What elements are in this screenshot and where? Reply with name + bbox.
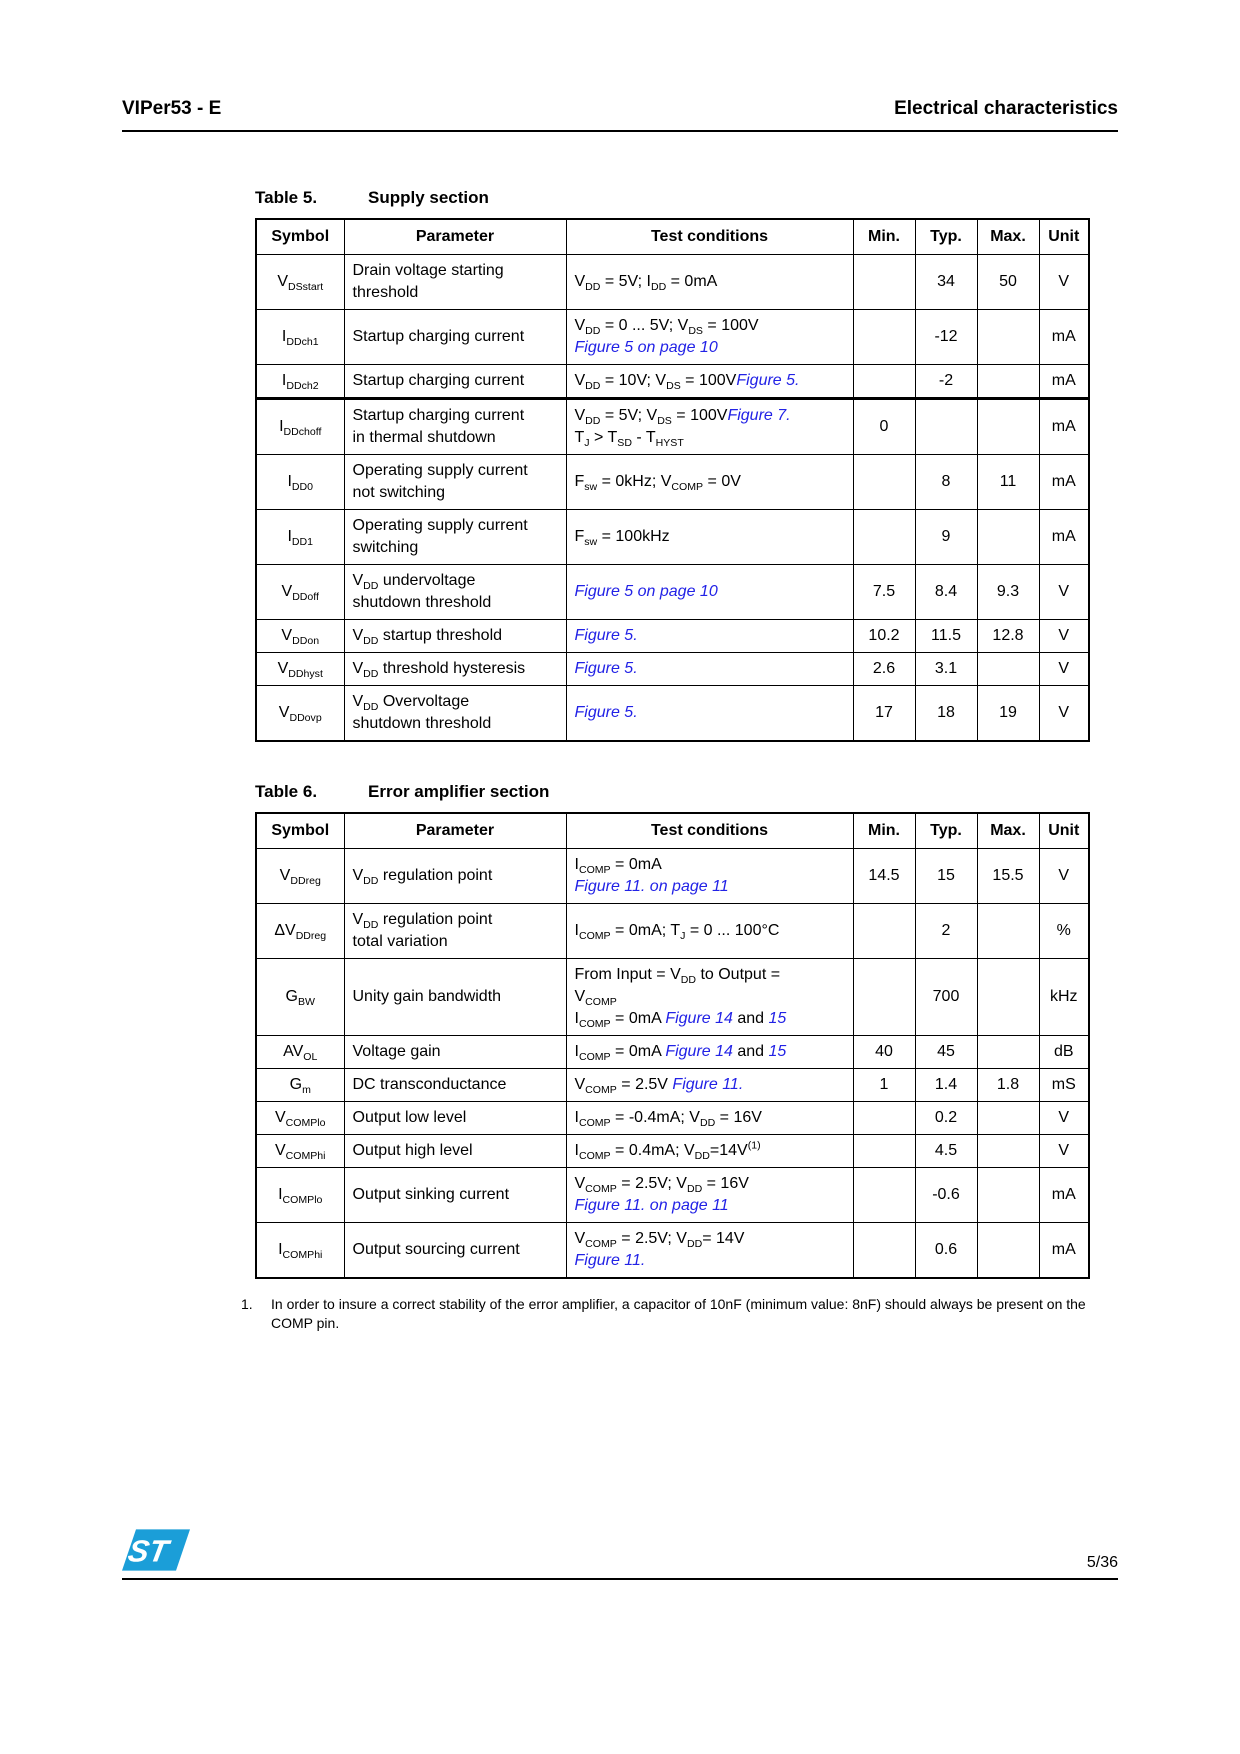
figure-link[interactable]: Figure 7. [727, 407, 791, 424]
table-row [256, 1069, 1089, 1102]
figure-link[interactable]: Figure 14 [665, 1010, 733, 1027]
parameter-cell: DC transconductance [344, 1069, 566, 1102]
subscript: COMP [578, 1018, 611, 1031]
table-row [256, 365, 1089, 399]
column-header: Min. [853, 219, 915, 255]
symbol-cell: $V_{DDhyst}$ [256, 653, 344, 686]
min-cell [853, 904, 915, 959]
typ-cell: -2 [915, 365, 977, 399]
subscript: COMP [585, 996, 617, 1009]
subscript: DD [680, 974, 696, 987]
test-conditions-cell [566, 565, 853, 620]
max-cell [977, 1036, 1039, 1069]
min-cell: 7.5 [853, 565, 915, 620]
subscript: DDreg [290, 875, 321, 888]
subscript: DD [363, 701, 379, 714]
section-title: Electrical characteristics [894, 98, 1118, 119]
figure-link[interactable]: 15 [768, 1010, 787, 1027]
subscript: DD [699, 1117, 716, 1130]
figure-link[interactable]: Figure 11. [574, 1252, 646, 1269]
min-cell [853, 455, 915, 510]
subscript: COMP [585, 1238, 617, 1251]
subscript: DDreg [295, 930, 327, 943]
min-cell: 17 [853, 686, 915, 742]
subscript: DD [363, 919, 379, 932]
parameter-cell: Startup charging current in thermal shutdown [344, 399, 566, 455]
typ-cell: 1.4 [915, 1069, 977, 1102]
max-cell [977, 365, 1039, 399]
subscript: sw [584, 481, 598, 494]
subscript: SD [617, 437, 632, 450]
subscript: DD [363, 580, 379, 593]
column-header: Max. [977, 219, 1039, 255]
subscript: DS [657, 415, 672, 428]
test-conditions-cell: $I_{COMP} = 0mA$; $T_J = 0$ ... 100°C [566, 904, 853, 959]
parameter-cell: Operating supply current not switching [344, 455, 566, 510]
subscript: DD [585, 325, 601, 338]
parameter-cell: $V_{DD}$ undervoltage shutdown threshold [344, 565, 566, 620]
symbol-cell: $\Delta V_{DDreg}$ [256, 904, 344, 959]
unit-cell: mA [1039, 310, 1089, 365]
typ-cell: 2 [915, 904, 977, 959]
parameter-cell: Unity gain bandwidth [344, 959, 566, 1036]
test-conditions-cell: $V_{DD} = 5V$; $V_{DS}$ = 100VFigure 7. $T_J > T_{SD} - T_{HYST}$ [566, 399, 853, 455]
column-header: Min. [853, 813, 915, 849]
table-row [256, 686, 1089, 742]
supply-section-table-container [255, 218, 1095, 742]
max-cell: 19 [977, 686, 1039, 742]
document-title: VIPer53 - E [122, 98, 222, 119]
symbol-cell: $G_{BW}$ [256, 959, 344, 1036]
subscript: COMP [578, 1051, 611, 1064]
max-cell: 50 [977, 255, 1039, 310]
figure-link[interactable]: Figure 5 on page 10 [574, 339, 718, 356]
parameter-cell: $V_{DD}$ threshold hysteresis [344, 653, 566, 686]
subscript: COMP [578, 1150, 611, 1163]
table-row [256, 849, 1089, 904]
table-row [256, 904, 1089, 959]
table-row [256, 565, 1089, 620]
table-row [256, 1036, 1089, 1069]
subscript: DD0 [291, 481, 314, 494]
error-amplifier-section-table [255, 812, 1090, 1279]
test-conditions-cell: $F_{sw} = 100kHz$ [566, 510, 853, 565]
symbol-cell: $V_{DDoff}$ [256, 565, 344, 620]
subscript: DDoff [292, 591, 319, 604]
min-cell [853, 1135, 915, 1168]
typ-cell: 18 [915, 686, 977, 742]
test-conditions-cell: $I_{COMP} = 0mA$ Figure 14 and 15 [566, 1036, 853, 1069]
parameter-cell: Startup charging current [344, 310, 566, 365]
unit-cell: kHz [1039, 959, 1089, 1036]
table-5-title [255, 188, 1095, 208]
subscript: m [302, 1084, 311, 1097]
subscript: DD [363, 635, 379, 648]
test-conditions-cell: $I_{COMP} = -0.4mA$; $V_{DD} = 16V$ [566, 1102, 853, 1135]
supply-section-table [255, 218, 1090, 742]
max-cell [977, 1102, 1039, 1135]
min-cell [853, 510, 915, 565]
min-cell: 2.6 [853, 653, 915, 686]
subscript: DSstart [288, 281, 324, 294]
table-row [256, 255, 1089, 310]
parameter-cell: Startup charging current [344, 365, 566, 399]
typ-cell: 700 [915, 959, 977, 1036]
subscript: COMPlo [285, 1117, 326, 1130]
error-amplifier-table-container [255, 812, 1095, 1279]
unit-cell: V [1039, 565, 1089, 620]
figure-link[interactable]: 15 [768, 1043, 787, 1060]
max-cell [977, 904, 1039, 959]
typ-cell: -12 [915, 310, 977, 365]
min-cell [853, 959, 915, 1036]
symbol-cell: $I_{DD1}$ [256, 510, 344, 565]
subscript: DD [585, 415, 601, 428]
symbol-cell: $V_{DSstart}$ [256, 255, 344, 310]
table-5-caption: Supply section [368, 188, 489, 207]
footnote-1 [241, 1295, 1101, 1333]
unit-cell: V [1039, 849, 1089, 904]
unit-cell: V [1039, 1102, 1089, 1135]
parameter-cell: $V_{DD}$ Overvoltage shutdown threshold [344, 686, 566, 742]
unit-cell: mA [1039, 455, 1089, 510]
min-cell [853, 255, 915, 310]
subscript: DDhyst [288, 668, 323, 681]
table-row [256, 510, 1089, 565]
parameter-cell: $V_{DD}$ regulation point total variation [344, 904, 566, 959]
column-header: Unit [1039, 219, 1089, 255]
subscript: sw [584, 536, 598, 549]
footnote-text: In order to insure a correct stability of the error amplifier, a capacitor of 10nF (minimum value: 8nF) should always be present on the COMP pin. [271, 1296, 1086, 1331]
figure-link[interactable]: Figure 5 on page 10 [574, 583, 718, 600]
parameter-cell: Output low level [344, 1102, 566, 1135]
test-conditions-cell: $I_{COMP} = 0.4mA$; $V_{DD}=14V^{(1)}$ [566, 1135, 853, 1168]
table-row [256, 620, 1089, 653]
subscript: DDch1 [286, 336, 319, 349]
typ-cell: 0.6 [915, 1223, 977, 1279]
max-cell [977, 959, 1039, 1036]
typ-cell [915, 399, 977, 455]
min-cell [853, 1102, 915, 1135]
unit-cell: mA [1039, 1223, 1089, 1279]
typ-cell: 8.4 [915, 565, 977, 620]
subscript: DD [585, 380, 601, 393]
subscript: DDovp [289, 712, 322, 725]
subscript: COMPhi [285, 1150, 326, 1163]
test-conditions-cell [566, 653, 853, 686]
max-cell [977, 399, 1039, 455]
symbol-cell: $I_{DDch1}$ [256, 310, 344, 365]
symbol-cell: $V_{DDon}$ [256, 620, 344, 653]
st-logo-icon [122, 1528, 190, 1572]
table-row [256, 653, 1089, 686]
figure-link[interactable]: Figure 5. [574, 704, 638, 721]
max-cell [977, 1168, 1039, 1223]
subscript: DD [363, 875, 379, 888]
error-amplifier-section-block [255, 782, 1095, 1279]
typ-cell: 0.2 [915, 1102, 977, 1135]
subscript: DS [688, 325, 703, 338]
subscript: COMPhi [282, 1249, 323, 1262]
figure-link[interactable]: Figure 11. on page 11 [574, 878, 729, 895]
column-header: Test conditions [566, 813, 853, 849]
test-conditions-cell: $V_{COMP} = 2.5V$ Figure 11. [566, 1069, 853, 1102]
parameter-cell: $V_{DD}$ startup threshold [344, 620, 566, 653]
figure-link[interactable]: Figure 11. [672, 1076, 744, 1093]
symbol-cell: $I_{COMPlo}$ [256, 1168, 344, 1223]
symbol-cell: $AV_{OL}$ [256, 1036, 344, 1069]
column-header: Test conditions [566, 219, 853, 255]
subscript: BW [297, 996, 315, 1009]
column-header: Max. [977, 813, 1039, 849]
max-cell: 11 [977, 455, 1039, 510]
page-number: 5/36 [1086, 1554, 1118, 1571]
min-cell [853, 1223, 915, 1279]
column-header: Symbol [256, 813, 344, 849]
parameter-cell: Operating supply current switching [344, 510, 566, 565]
page-content [241, 188, 1095, 1333]
table-row [256, 1135, 1089, 1168]
subscript: COMP [578, 864, 611, 877]
symbol-cell: $V_{DDovp}$ [256, 686, 344, 742]
typ-cell: 4.5 [915, 1135, 977, 1168]
parameter-cell: Drain voltage starting threshold [344, 255, 566, 310]
max-cell: 1.8 [977, 1069, 1039, 1102]
supply-section-block [255, 188, 1095, 742]
subscript: DS [666, 380, 681, 393]
unit-cell: V [1039, 255, 1089, 310]
symbol-cell: $I_{COMPhi}$ [256, 1223, 344, 1279]
typ-cell: 11.5 [915, 620, 977, 653]
figure-link[interactable]: Figure 11. on page 11 [574, 1197, 729, 1214]
column-header: Unit [1039, 813, 1089, 849]
subscript: DD [585, 281, 601, 294]
unit-cell: V [1039, 620, 1089, 653]
subscript: COMP [578, 1117, 611, 1130]
subscript: J [680, 930, 686, 943]
subscript: COMP [585, 1084, 617, 1097]
unit-cell: mA [1039, 365, 1089, 399]
figure-link[interactable]: Figure 5. [574, 627, 638, 644]
test-conditions-cell [566, 686, 853, 742]
superscript: (1) [747, 1139, 761, 1152]
subscript: DD [686, 1238, 703, 1251]
test-conditions-cell: $V_{DD} = 5V$; $I_{DD} = 0mA$ [566, 255, 853, 310]
subscript: DDon [292, 635, 320, 648]
unit-cell: % [1039, 904, 1089, 959]
subscript: OL [303, 1051, 318, 1064]
symbol-cell: $I_{DDch2}$ [256, 365, 344, 399]
table-row [256, 1168, 1089, 1223]
symbol-cell: $V_{COMPhi}$ [256, 1135, 344, 1168]
table-5-label: Table 5. [255, 188, 318, 207]
unit-cell: mA [1039, 510, 1089, 565]
column-header: Parameter [344, 813, 566, 849]
test-conditions-cell: $V_{COMP} = 2.5V$; $V_{DD}= 14V$ Figure 11. [566, 1223, 853, 1279]
table-6-title [255, 782, 1095, 802]
table-row [256, 959, 1089, 1036]
symbol-cell: $V_{DDreg}$ [256, 849, 344, 904]
figure-link[interactable]: Figure 5. [574, 660, 638, 677]
symbol-cell: $V_{COMPlo}$ [256, 1102, 344, 1135]
test-conditions-cell: $V_{DD} = 0$ ... 5V; $V_{DS} = 100V$ Figure 5 on page 10 [566, 310, 853, 365]
subscript: DDch2 [286, 380, 319, 393]
page-footer [122, 1528, 1118, 1580]
test-conditions-cell: $V_{DD} = 10V$; $V_{DS}$ = 100VFigure 5. [566, 365, 853, 399]
symbol-cell: $I_{DD0}$ [256, 455, 344, 510]
max-cell [977, 1223, 1039, 1279]
column-header: Typ. [915, 219, 977, 255]
table-row [256, 1102, 1089, 1135]
min-cell: 14.5 [853, 849, 915, 904]
test-conditions-cell: From Input = $V_{DD}$ to Output = $V_{COMP}$ $I_{COMP} = 0mA$ Figure 14 and 15 [566, 959, 853, 1036]
max-cell [977, 1135, 1039, 1168]
subscript: DD1 [291, 536, 314, 549]
parameter-cell: Voltage gain [344, 1036, 566, 1069]
unit-cell: mA [1039, 399, 1089, 455]
max-cell [977, 510, 1039, 565]
svg-text:ST: ST [125, 1533, 171, 1569]
parameter-cell: Output sourcing current [344, 1223, 566, 1279]
subscript: COMP [671, 481, 704, 494]
table-row [256, 455, 1089, 510]
table-row [256, 1223, 1089, 1279]
subscript: HYST [655, 437, 684, 450]
unit-cell: V [1039, 1135, 1089, 1168]
max-cell [977, 653, 1039, 686]
figure-link[interactable]: Figure 14 [665, 1043, 733, 1060]
subscript: DD [686, 1183, 703, 1196]
typ-cell: 8 [915, 455, 977, 510]
typ-cell: 45 [915, 1036, 977, 1069]
typ-cell: 34 [915, 255, 977, 310]
min-cell [853, 365, 915, 399]
table-6-caption: Error amplifier section [368, 782, 550, 801]
test-conditions-cell: $I_{COMP} = 0mA$ Figure 11. on page 11 [566, 849, 853, 904]
unit-cell: dB [1039, 1036, 1089, 1069]
typ-cell: 9 [915, 510, 977, 565]
parameter-cell: Output sinking current [344, 1168, 566, 1223]
table-row [256, 310, 1089, 365]
subscript: DD [694, 1150, 710, 1163]
subscript: COMPlo [282, 1194, 323, 1207]
column-header: Typ. [915, 813, 977, 849]
subscript: J [584, 437, 590, 450]
subscript: DDchoff [283, 426, 322, 439]
column-header: Symbol [256, 219, 344, 255]
typ-cell: -0.6 [915, 1168, 977, 1223]
typ-cell: 3.1 [915, 653, 977, 686]
test-conditions-cell: $F_{sw} = 0kHz$; $V_{COMP} = 0V$ [566, 455, 853, 510]
page-header [122, 98, 1118, 132]
figure-link[interactable]: Figure 5. [736, 372, 800, 389]
test-conditions-cell [566, 620, 853, 653]
unit-cell: mS [1039, 1069, 1089, 1102]
min-cell: 10.2 [853, 620, 915, 653]
subscript: COMP [585, 1183, 617, 1196]
parameter-cell: Output high level [344, 1135, 566, 1168]
unit-cell: V [1039, 653, 1089, 686]
subscript: DD [363, 668, 379, 681]
symbol-cell: $G_m$ [256, 1069, 344, 1102]
unit-cell: V [1039, 686, 1089, 742]
symbol-cell: $I_{DDchoff}$ [256, 399, 344, 455]
max-cell: 9.3 [977, 565, 1039, 620]
column-header: Parameter [344, 219, 566, 255]
min-cell [853, 310, 915, 365]
min-cell: 0 [853, 399, 915, 455]
min-cell: 40 [853, 1036, 915, 1069]
table-6-label: Table 6. [255, 782, 318, 801]
max-cell: 15.5 [977, 849, 1039, 904]
max-cell: 12.8 [977, 620, 1039, 653]
footnote-number: 1. [241, 1296, 253, 1312]
min-cell [853, 1168, 915, 1223]
parameter-cell: $V_{DD}$ regulation point [344, 849, 566, 904]
typ-cell: 15 [915, 849, 977, 904]
max-cell [977, 310, 1039, 365]
test-conditions-cell: $V_{COMP} = 2.5V$; $V_{DD} = 16V$ Figure 11. on page 11 [566, 1168, 853, 1223]
subscript: DD [650, 281, 667, 294]
subscript: COMP [578, 930, 611, 943]
unit-cell: mA [1039, 1168, 1089, 1223]
min-cell: 1 [853, 1069, 915, 1102]
table-row [256, 399, 1089, 455]
